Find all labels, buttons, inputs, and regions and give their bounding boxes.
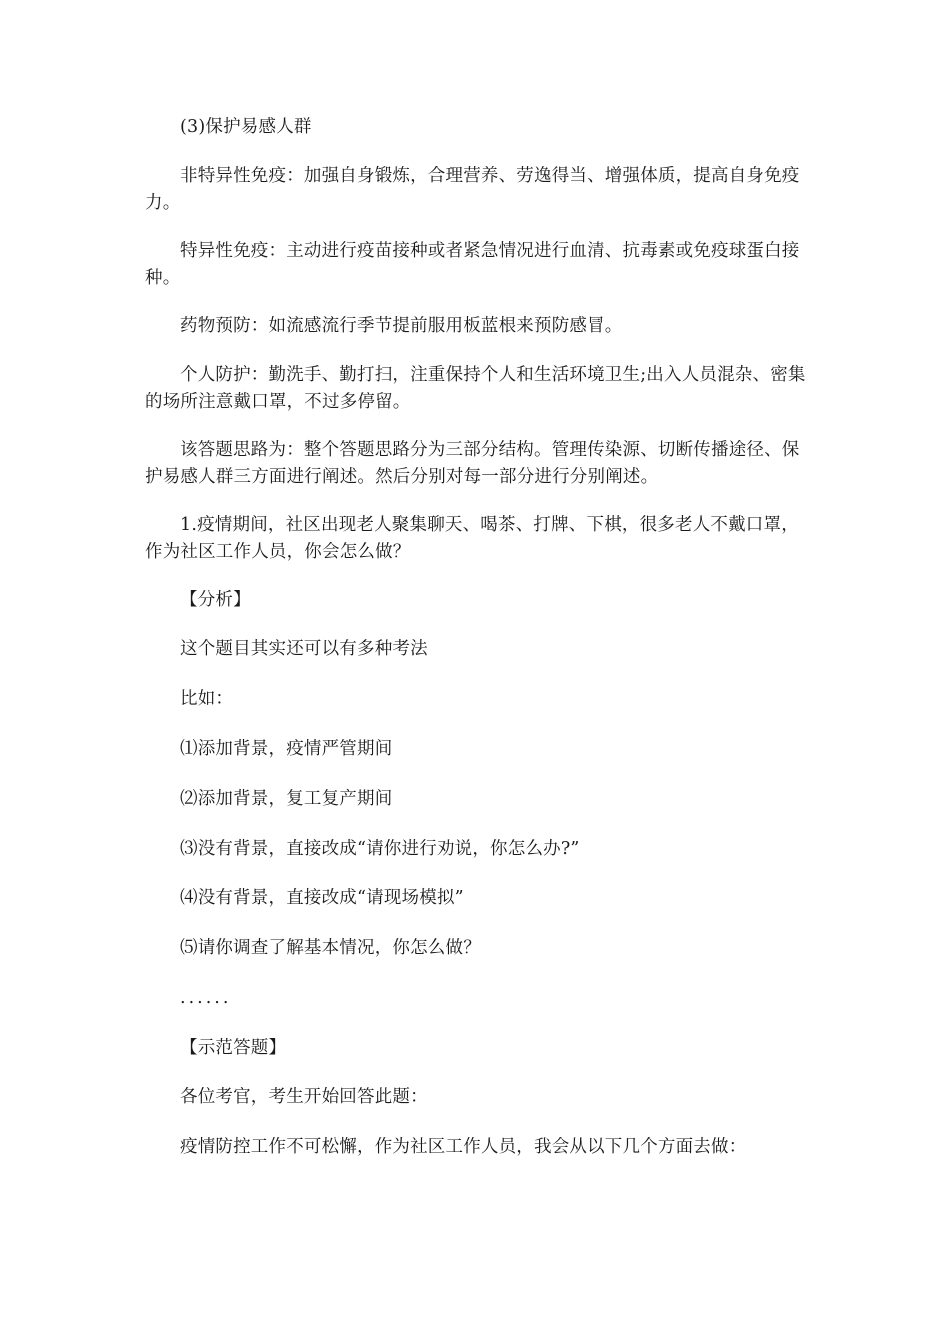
paragraph-specific-immunity: 特异性免疫：主动进行疫苗接种或者紧急情况进行血清、抗毒素或免疫球蛋白接种。 xyxy=(145,241,800,288)
heading-analysis: 【分析】 xyxy=(180,590,251,610)
question-1: 1.疫情期间，社区出现老人聚集聊天、喝茶、打牌、下棋，很多老人不戴口罩，作为社区工作人员，你会怎么做？ xyxy=(145,515,799,562)
list-item-2: ⑵添加背景，复工复产期间 xyxy=(180,789,393,809)
paragraph-answer-approach: 该答题思路为：整个答题思路分为三部分结构。管理传染源、切断传播途径、保护易感人群三方面进行阐述。然后分别对每一部分进行分别阐述。 xyxy=(145,440,800,487)
paragraph-personal-protection: 个人防护：勤洗手、勤打扫，注重保持个人和生活环境卫生;出入人员混杂、密集的场所注意戴口罩，不过多停留。 xyxy=(145,365,806,412)
list-item-5: ⑸请你调查了解基本情况，你怎么做？ xyxy=(180,938,481,958)
paragraph-variations-intro: 这个题目其实还可以有多种考法 xyxy=(180,639,428,659)
paragraph-answer-intro: 疫情防控工作不可松懈，作为社区工作人员，我会从以下几个方面去做： xyxy=(180,1137,747,1157)
paragraph-nonspecific-immunity: 非特异性免疫：加强自身锻炼，合理营养、劳逸得当、增强体质，提高自身免疫力。 xyxy=(145,166,800,213)
list-item-3: ⑶没有背景，直接改成“请你进行劝说，你怎么办?” xyxy=(180,839,580,859)
heading-protect-susceptible: (3)保护易感人群 xyxy=(180,117,312,137)
paragraph-for-example: 比如： xyxy=(180,689,234,709)
paragraph-drug-prevention: 药物预防：如流感流行季节提前服用板蓝根来预防感冒。 xyxy=(180,316,623,336)
list-item-4: ⑷没有背景，直接改成“请现场模拟” xyxy=(180,888,464,908)
paragraph-answer-opening: 各位考官，考生开始回答此题： xyxy=(180,1087,428,1107)
ellipsis: ...... xyxy=(180,988,232,1008)
list-item-1: ⑴添加背景，疫情严管期间 xyxy=(180,739,393,759)
heading-sample-answer: 【示范答题】 xyxy=(180,1038,287,1058)
